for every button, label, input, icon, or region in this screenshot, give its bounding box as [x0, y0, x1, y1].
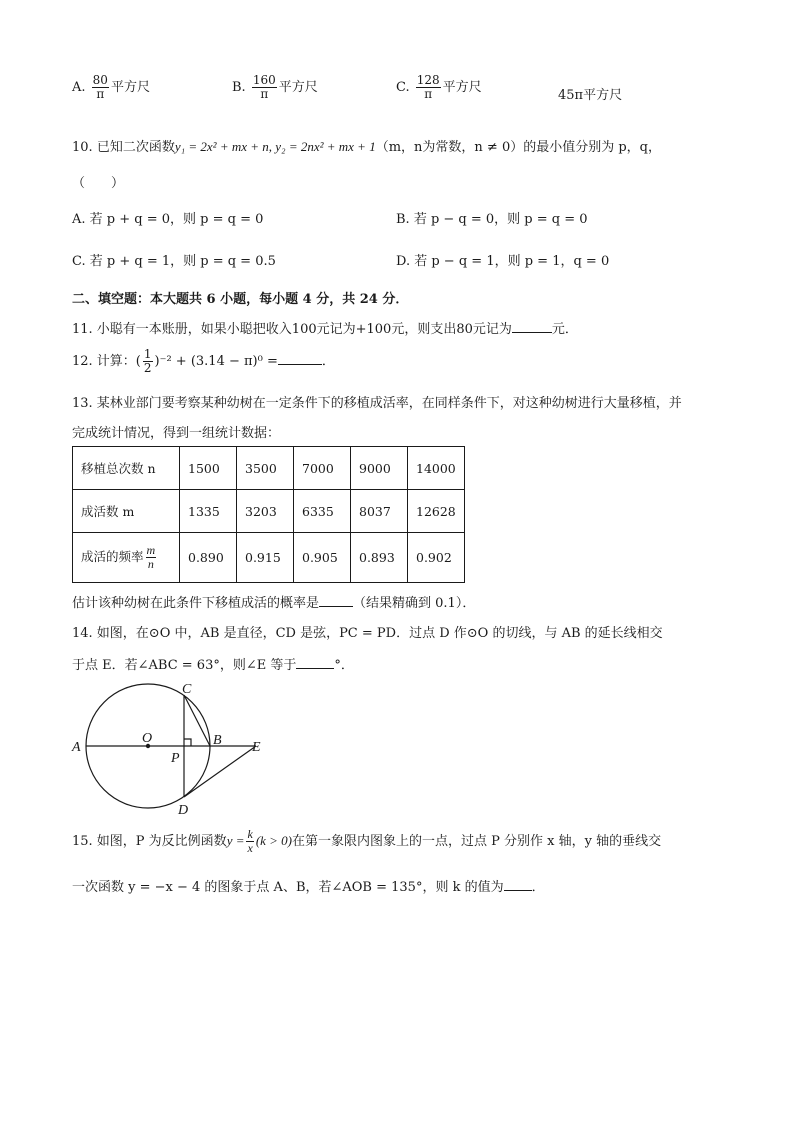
- table-row: 成活数 m 1335 3203 6335 8037 12628: [73, 490, 465, 533]
- q10-option-a: A. 若 p + q = 0，则 p = q = 0: [72, 212, 264, 227]
- label-d: D: [178, 803, 189, 818]
- right-angle-mark: [184, 739, 191, 746]
- q9-option-b: B. $\frac{160}{\pi}$ 平方尺: [232, 73, 318, 101]
- q11-text: 11. 小聪有一本账册，如果小聪把收入100元记为+100元，则支出80元记为 元．: [72, 322, 578, 337]
- q9-option-a-fraction: $\frac{80}{\pi}$: [92, 73, 108, 101]
- q15-line2: 一次函数 y = −x − 4 的图象于点 A、B，若∠AOB = 135°，则 k 的值为 ．: [72, 880, 545, 895]
- q9-option-b-fraction: $\frac{160}{\pi}$: [252, 73, 276, 101]
- q15-fraction: $\frac{k}{x}$: [247, 827, 253, 855]
- q14-line2: 于点 E．若∠ABC = 63°，则∠E 等于 °．: [72, 658, 354, 673]
- label-o: O: [142, 731, 153, 746]
- table-row: 移植总次数 n 1500 3500 7000 9000 14000: [73, 447, 465, 490]
- label-e: E: [252, 740, 261, 755]
- q13-line1: 13. 某林业部门要考察某种幼树在一定条件下的移植成活率，在同样条件下，对这种幼树进行大量移植，并: [72, 396, 682, 411]
- label-a: A: [72, 740, 81, 755]
- table-row-label: 成活的频率 $\frac{m}{n}$: [73, 533, 180, 583]
- label-c: C: [182, 682, 192, 697]
- q10-stem: 10. 已知二次函数y₁ = 2x² + mx + n, y₂ = 2nx² + mx + 1（m，n为常数，n ≠ 0）的最小值分别为 p，q，: [72, 139, 661, 155]
- q12-text: 12. 计算：( $\frac{1}{2}$ )⁻² + (3.14 − π)⁰ = ．: [72, 347, 335, 375]
- q10-option-d: D. 若 p − q = 1，则 p = 1，q = 0: [396, 254, 610, 269]
- table-row-label: 成活数 m: [73, 490, 180, 533]
- q14-line1: 14. 如图，在⊙O 中，AB 是直径，CD 是弦，PC = PD．过点 D 作⊙O 的切线，与 AB 的延长线相交: [72, 626, 663, 641]
- q13-line2: 完成统计情况，得到一组统计数据：: [72, 426, 281, 441]
- table-row: 成活的频率 $\frac{m}{n}$ 0.890 0.915 0.905 0.893 0.902: [73, 533, 465, 583]
- q10-option-c: C. 若 p + q = 1，则 p = q = 0.5: [72, 254, 276, 269]
- q9-option-c-fraction: $\frac{128}{\pi}$: [416, 73, 440, 101]
- section-heading: 二、填空题：本大题共 6 小题，每小题 4 分，共 24 分．: [72, 292, 409, 307]
- q13-data-table: [72, 446, 465, 583]
- q14-circle-figure: [60, 676, 280, 826]
- q10-expression: y₁ = 2x² + mx + n, y₂ = 2nx² + mx + 1: [174, 139, 376, 154]
- q10-option-b: B. 若 p − q = 0，则 p = q = 0: [396, 212, 588, 227]
- tangent-de: [184, 746, 256, 797]
- label-p: P: [171, 751, 180, 766]
- segment-cb: [184, 695, 210, 746]
- table-row-label: 移植总次数 n: [73, 447, 180, 490]
- q9-option-c: C. $\frac{128}{\pi}$ 平方尺: [396, 73, 482, 101]
- label-b: B: [213, 733, 222, 748]
- q12-fraction: $\frac{1}{2}$: [143, 347, 152, 375]
- q15-line1: 15. 如图，P 为反比例函数y = $\frac{k}{x}$ (k > 0)在第一象限内图象上的一点，过点 P 分别作 x 轴，y 轴的垂线交: [72, 827, 662, 855]
- q13-after: 估计该种幼树在此条件下移植成活的概率是 （结果精确到 0.1）．: [72, 596, 476, 611]
- q9-option-a: A. $\frac{80}{\pi}$ 平方尺: [72, 73, 150, 101]
- q9-option-d: 45π平方尺: [558, 88, 623, 103]
- q10-paren: （ ）: [72, 176, 125, 191]
